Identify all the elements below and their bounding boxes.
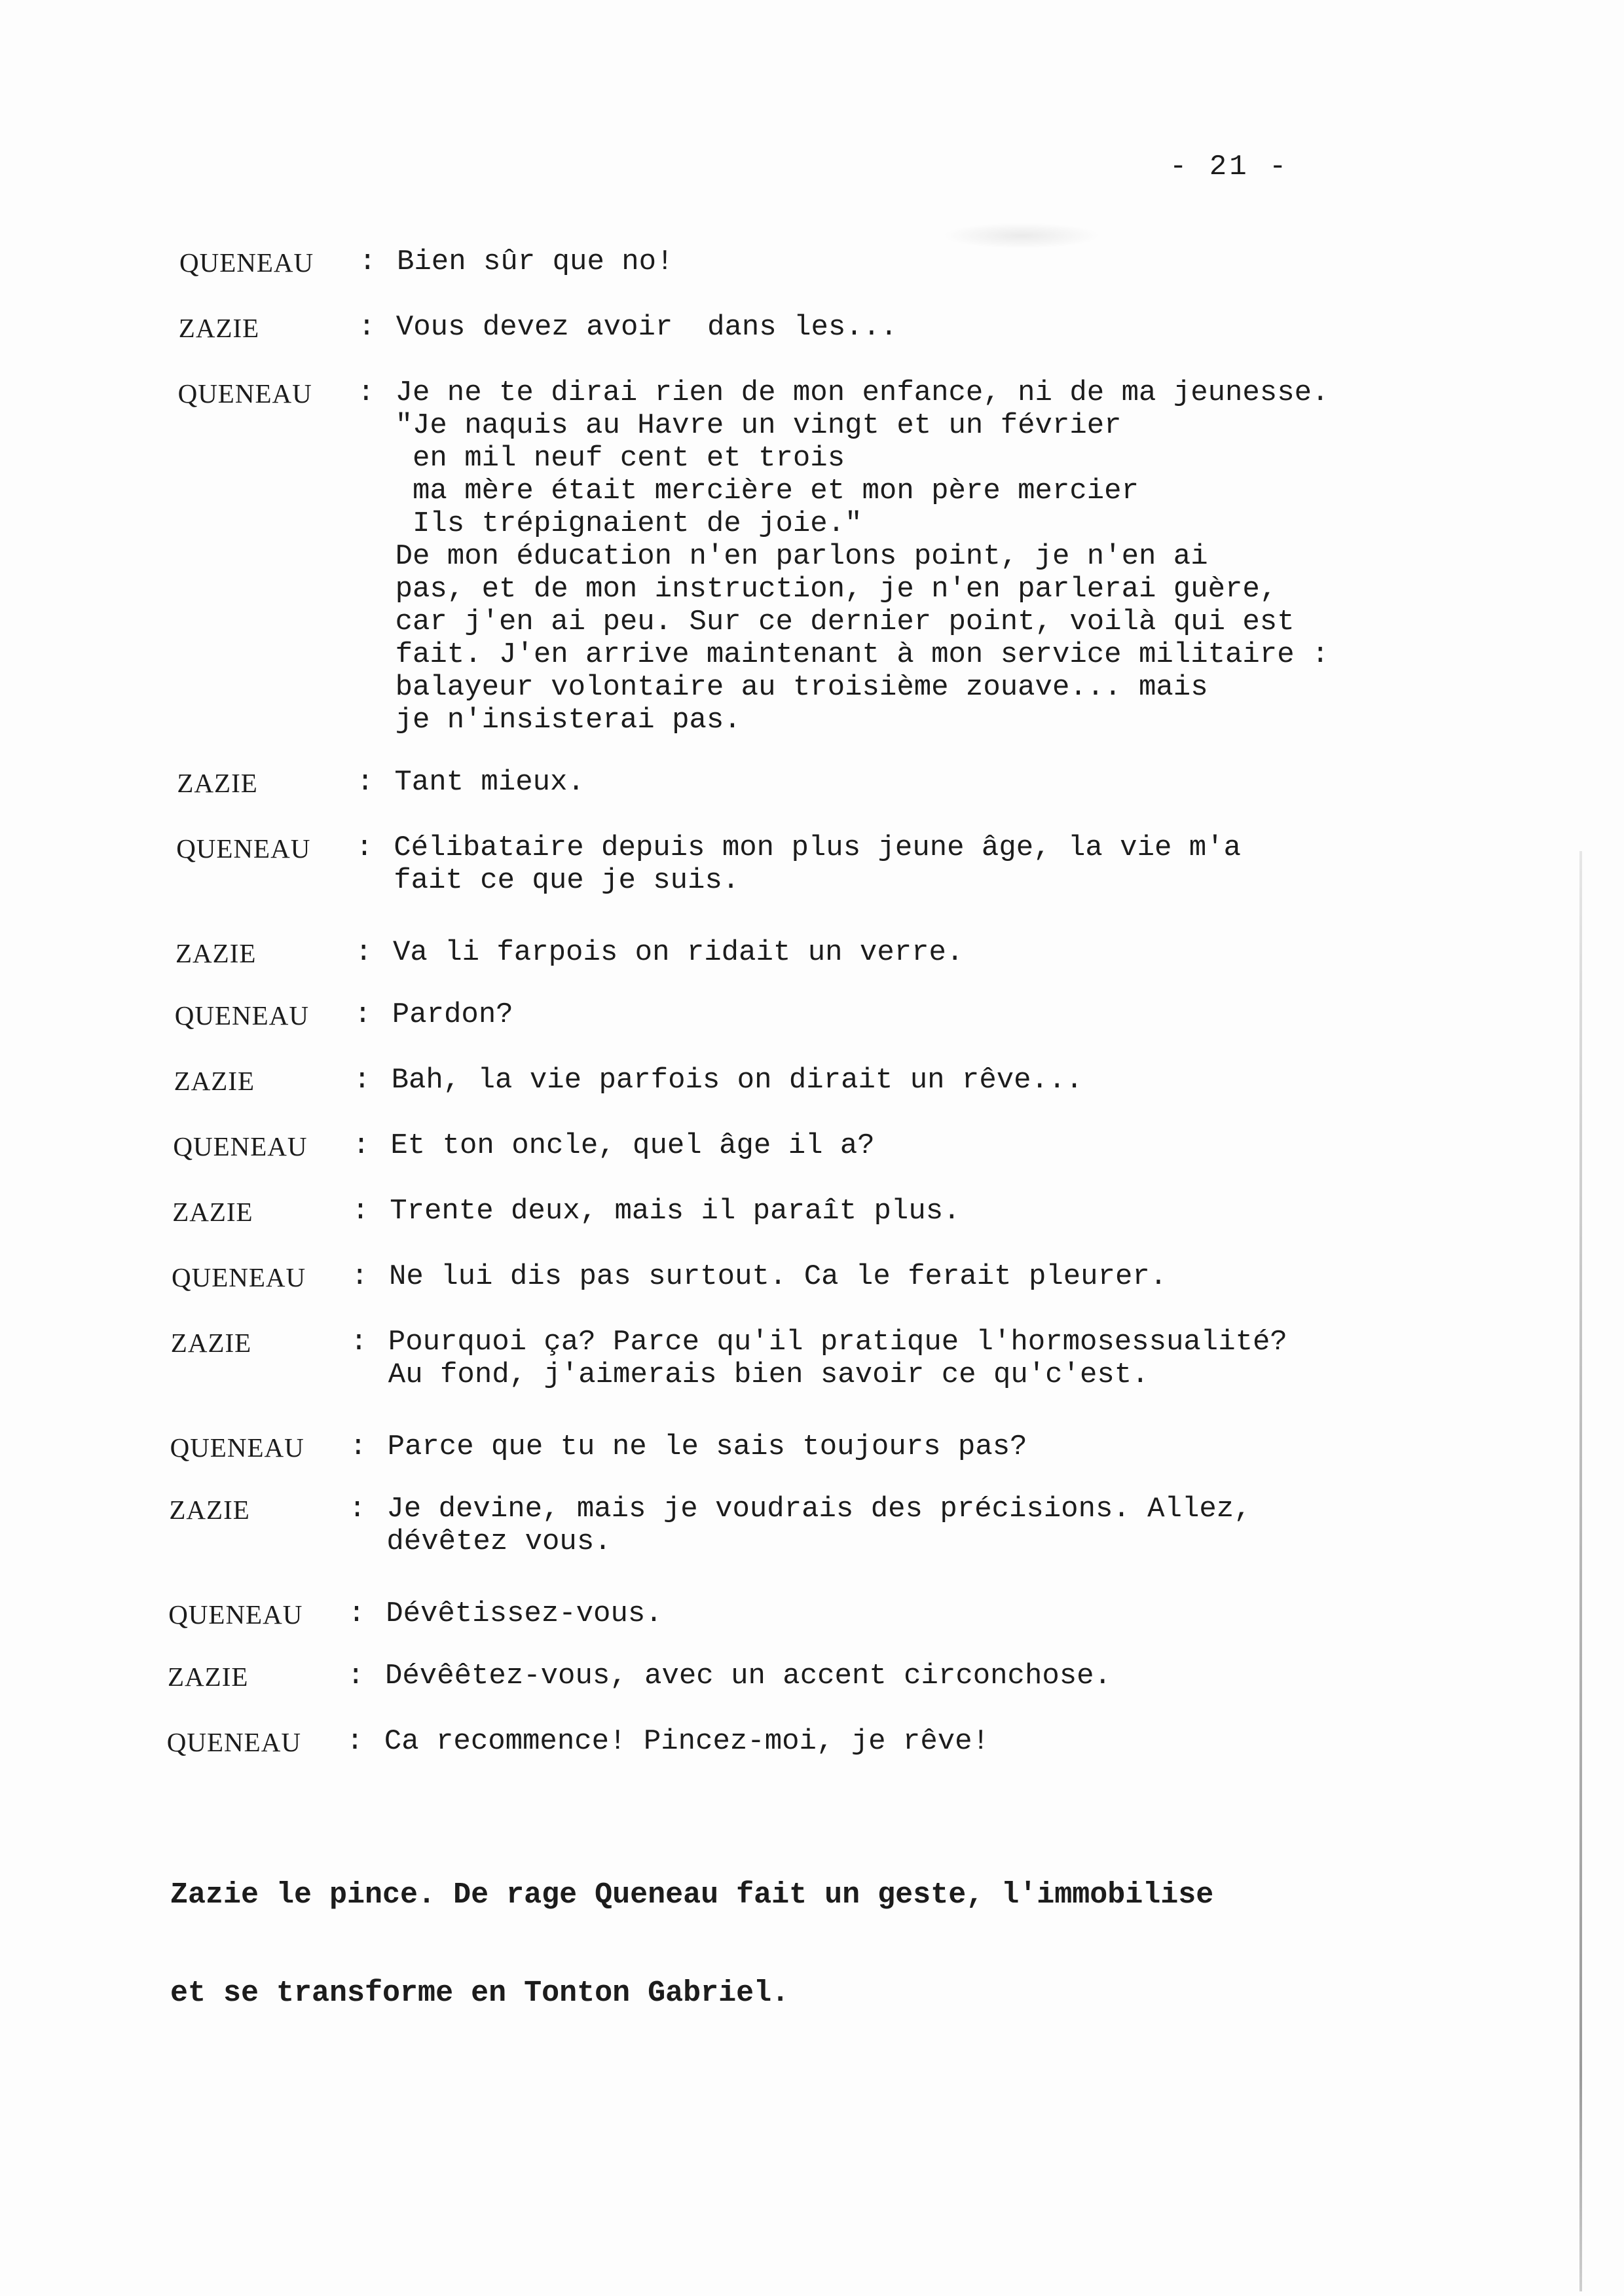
dialogue-line: Va li farpois on ridait un verre. [393, 936, 964, 969]
speaker-name: QUENEAU [179, 247, 314, 278]
dialogue-line: Bah, la vie parfois on dirait un rêve... [391, 1064, 1083, 1097]
dialogue-line: Trente deux, mais il paraît plus. [390, 1195, 961, 1228]
dialogue-line: Vous devez avoir dans les... [396, 311, 898, 344]
speaker-colon: : [354, 998, 372, 1031]
speaker-colon: : [346, 1725, 364, 1758]
speaker-name: ZAZIE [174, 1066, 255, 1096]
dialogue-line: Pourquoi ça? Parce qu'il pratique l'hormosessualité? [388, 1326, 1287, 1358]
speaker-colon: : [356, 831, 373, 864]
stage-direction-line: Zazie le pince. De rage Queneau fait un geste, l'immobilise [170, 1878, 1214, 1912]
speaker-name: ZAZIE [175, 938, 257, 968]
speaker-name: ZAZIE [168, 1662, 249, 1692]
dialogue-line: Bien sûr que no! [397, 246, 674, 278]
dialogue-line: Pardon? [392, 998, 513, 1031]
dialogue-line: Dévêêtez-vous, avec un accent circonchose. [385, 1660, 1111, 1692]
speaker-colon: : [357, 376, 375, 409]
speaker-name: ZAZIE [178, 313, 260, 343]
speaker-colon: : [348, 1597, 365, 1630]
stage-direction-line: et se transforme en Tonton Gabriel. [170, 1977, 790, 2010]
dialogue-line: balayeur volontaire au troisième zouave... mais [395, 671, 1208, 704]
dialogue-line: Et ton oncle, quel âge il a? [390, 1129, 875, 1162]
dialogue-line: Je ne te dirai rien de mon enfance, ni de ma jeunesse. [395, 376, 1329, 409]
speaker-colon: : [353, 1064, 371, 1097]
dialogue-line: pas, et de mon instruction, je n'en parlerai guère, [395, 573, 1278, 606]
speaker-colon: : [359, 246, 377, 278]
dialogue-line: ma mère était mercière et mon père mercier [395, 475, 1139, 507]
speaker-name: QUENEAU [172, 1262, 306, 1292]
dialogue-line: De mon éducation n'en parlons point, je n'en ai [395, 540, 1208, 573]
speaker-name: QUENEAU [174, 1000, 309, 1030]
dialogue-line: Tant mieux. [394, 766, 585, 799]
page-number: - 21 - [1170, 151, 1289, 183]
speaker-name: ZAZIE [172, 1197, 253, 1227]
speaker-colon: : [350, 1326, 368, 1358]
speaker-name: QUENEAU [176, 833, 311, 864]
dialogue-line: Célibataire depuis mon plus jeune âge, la vie m'a [394, 831, 1241, 864]
dialogue-line: car j'en ai peu. Sur ce dernier point, voilà qui est [395, 606, 1295, 638]
dialogue-line: en mil neuf cent et trois [395, 442, 845, 475]
speaker-colon: : [352, 1195, 369, 1228]
dialogue-line: Au fond, j'aimerais bien savoir ce qu'c'est. [388, 1358, 1149, 1391]
speaker-name: ZAZIE [177, 768, 258, 798]
speaker-name: QUENEAU [168, 1599, 303, 1630]
speaker-colon: : [348, 1493, 366, 1525]
scan-edge-line [1579, 851, 1582, 2291]
dialogue-line: dévêtez vous. [386, 1525, 612, 1558]
dialogue-line: Je devine, mais je voudrais des précisions. Allez, [386, 1493, 1251, 1525]
speaker-name: QUENEAU [170, 1432, 304, 1463]
dialogue-line: fait ce que je suis. [394, 864, 740, 897]
stage-direction [170, 1813, 1213, 2075]
dialogue-line: Ne lui dis pas surtout. Ca le ferait pleurer. [389, 1260, 1168, 1293]
speaker-colon: : [352, 1129, 370, 1162]
speaker-colon: : [355, 936, 373, 969]
speaker-name: QUENEAU [177, 378, 312, 409]
speaker-colon: : [349, 1430, 367, 1463]
dialogue-line: je n'insisterai pas. [395, 704, 741, 737]
dialogue-line: fait. J'en arrive maintenant à mon service militaire : [395, 638, 1329, 671]
speaker-name: ZAZIE [170, 1328, 252, 1358]
speaker-colon: : [347, 1660, 365, 1692]
dialogue-line: Dévêtissez-vous. [386, 1597, 663, 1630]
scan-smudge [943, 223, 1100, 249]
dialogue-line: Ca recommence! Pincez-moi, je rêve! [384, 1725, 989, 1758]
speaker-colon: : [356, 766, 374, 799]
speaker-colon: : [358, 311, 376, 344]
dialogue-line: "Je naquis au Havre un vingt et un février [395, 409, 1122, 442]
speaker-colon: : [351, 1260, 369, 1293]
dialogue-line: Ils trépignaient de joie." [395, 507, 862, 540]
speaker-name: ZAZIE [169, 1495, 250, 1525]
speaker-name: QUENEAU [173, 1131, 308, 1161]
speaker-name: QUENEAU [166, 1727, 301, 1757]
dialogue-line: Parce que tu ne le sais toujours pas? [387, 1430, 1027, 1463]
